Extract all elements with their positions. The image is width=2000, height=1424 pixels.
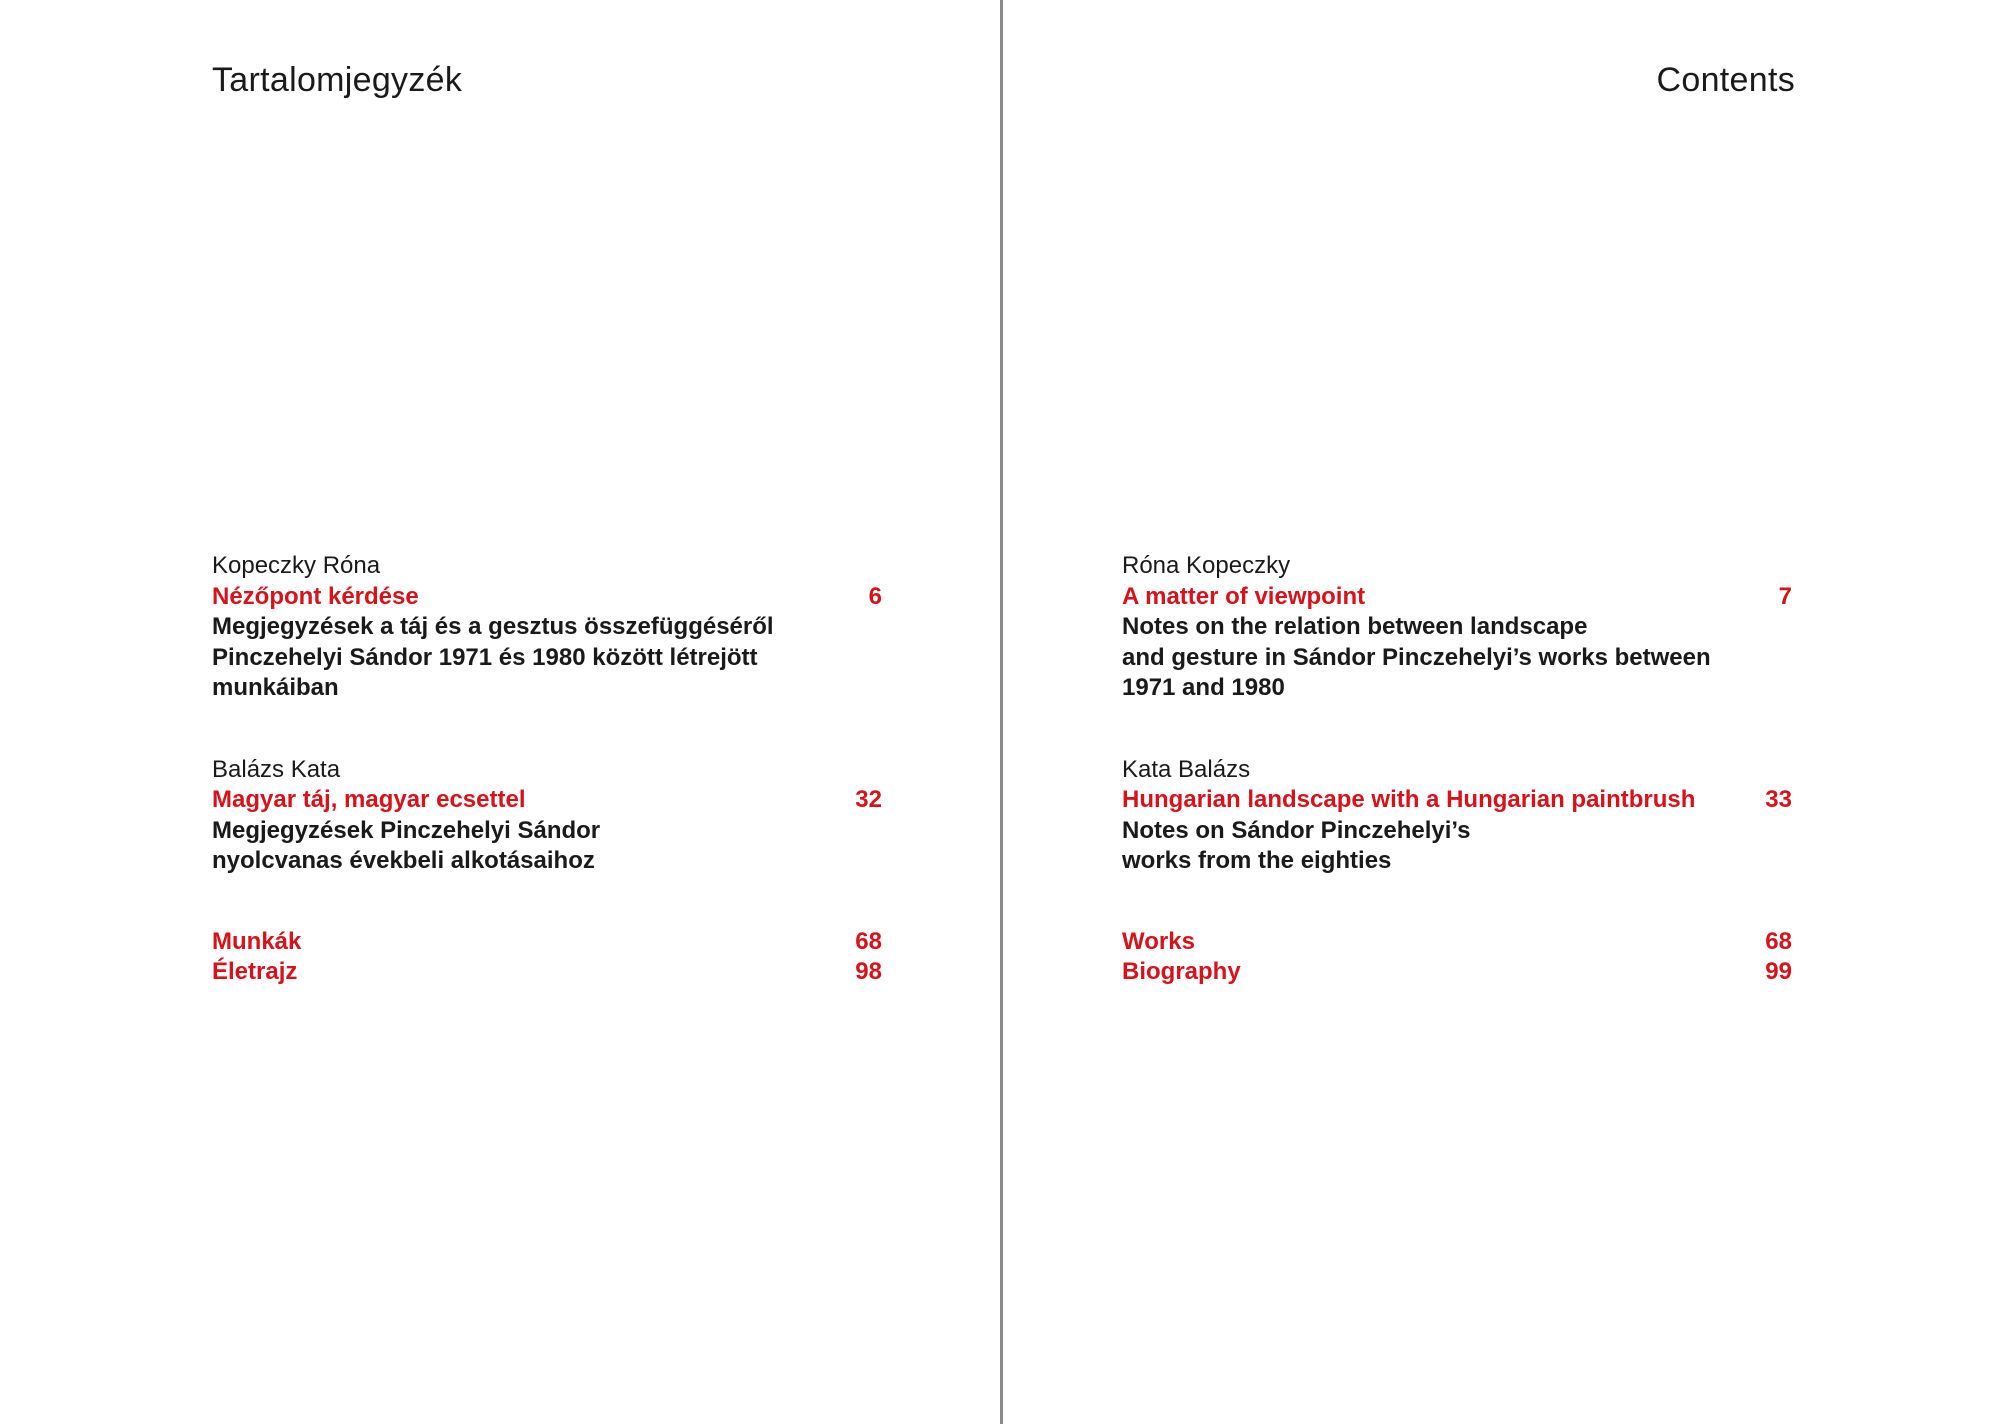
page-title: Contents [1656,61,1795,99]
section-title-link[interactable]: Biography [1122,958,1241,985]
right-page [1003,0,2000,1424]
entry-author: Balázs Kata [212,755,341,783]
entry-title-row[interactable] [1122,785,1792,816]
entry-page-number: 32 [855,786,882,813]
table-of-contents [212,551,882,1039]
section-title-link[interactable]: Works [1122,927,1195,955]
entry-author: Kopeczky Róna [212,552,381,579]
section-page-number: 98 [855,958,882,985]
toc-entry-essay-1 [1122,551,1792,704]
entry-title-row[interactable] [212,582,882,613]
entry-subtitle-line: Megjegyzések a táj és a gesztus összefüggéséről [212,613,774,640]
entry-title-link[interactable]: Nézőpont kérdése [212,582,419,610]
entry-subtitle-line: 1971 and 1980 [1122,674,1285,701]
entry-subtitle-line: Megjegyzések Pinczehelyi Sándor [212,816,601,844]
entry-subtitle-line: Pinczehelyi Sándor 1971 és 1980 között létrejött [212,643,758,671]
table-of-contents [1122,551,1792,1039]
entry-subtitle-line: nyolcvanas évekbeli alkotásaihoz [212,847,595,874]
entry-subtitle-line: Notes on the relation between landscape [1122,613,1588,640]
entry-subtitle-line: Notes on Sándor Pinczehelyi’s [1122,816,1471,844]
entry-title-link[interactable]: A matter of viewpoint [1122,582,1366,610]
entry-subtitle-line: munkáiban [212,674,339,701]
toc-section-biography[interactable] [212,957,882,988]
entry-title-row[interactable] [1122,582,1792,613]
toc-section-works[interactable] [212,927,882,958]
section-page-number: 68 [855,927,882,955]
section-page-number: 99 [1765,958,1792,985]
section-title-link[interactable]: Életrajz [212,958,298,985]
entry-author: Kata Balázs [1122,755,1251,783]
entry-title-link[interactable]: Magyar táj, magyar ecsettel [212,786,526,813]
entry-author: Róna Kopeczky [1122,552,1291,579]
entry-page-number: 6 [868,582,882,610]
page-title: Tartalomjegyzék [212,61,463,99]
toc-entry-sections [212,927,882,988]
toc-entry-sections [1122,927,1792,988]
toc-section-works[interactable] [1122,927,1792,958]
entry-subtitle-line: and gesture in Sándor Pinczehelyi’s works between [1122,643,1711,671]
toc-entry-essay-1 [212,551,882,704]
section-title-link[interactable]: Munkák [212,927,302,955]
entry-page-number: 7 [1778,582,1792,610]
section-page-number: 68 [1765,927,1792,955]
entry-subtitle-line: works from the eighties [1122,847,1392,874]
toc-entry-essay-2 [1122,755,1792,877]
entry-title-row[interactable] [212,785,882,816]
toc-entry-essay-2 [212,755,882,877]
entry-title-link[interactable]: Hungarian landscape with a Hungarian paintbrush [1122,786,1696,813]
toc-section-biography[interactable] [1122,957,1792,988]
entry-page-number: 33 [1765,786,1792,813]
